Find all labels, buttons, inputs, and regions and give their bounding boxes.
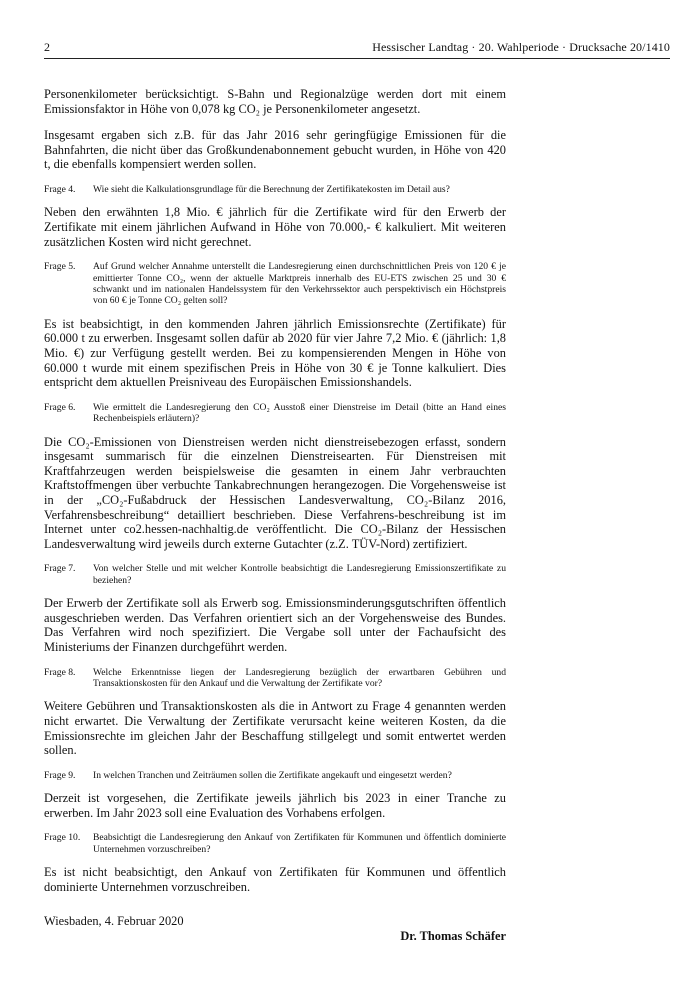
question-text: Beabsichtigt die Landesregierung den Ankauf von Zertifikaten für Kommunen und öffentlich dominierte Unternehmen vorzuschreiben?: [93, 832, 506, 855]
question-block: [44, 770, 506, 781]
page-header: [44, 40, 670, 59]
answer-paragraph: Insgesamt ergaben sich z.B. für das Jahr 2016 sehr geringfügige Emissionen für die Bahnfahrten, die nicht über das Großkundenabonnement gebucht wurden, in Höhe von 420 t, die ebenfalls kompensiert werden sollen.: [44, 128, 506, 172]
place-date: Wiesbaden, 4. Februar 2020: [44, 914, 184, 929]
question-label: Frage 4.: [44, 183, 76, 195]
question-block: [44, 184, 506, 195]
document-body: [44, 87, 506, 943]
header-meta: Hessischer Landtag · 20. Wahlperiode · Drucksache 20/1410: [372, 40, 670, 54]
question-label: Frage 7.: [44, 563, 76, 575]
question-text: Wie ermittelt die Landesregierung den CO₂ Ausstoß einer Dienstreise im Detail (bitte an Hand eines Rechenbeispiels erläutern)?: [93, 401, 506, 425]
answer-paragraph: Personenkilometer berücksichtigt. S-Bahn und Regionalzüge werden dort mit einem Emissionsfaktor in Höhe von 0,078 kg CO₂ je Personenkilometer angesetzt.: [44, 87, 506, 116]
question-label: Frage 8.: [44, 666, 76, 678]
question-text: Welche Erkenntnisse liegen der Landesregierung bezüglich der erwartbaren Gebühren und Transaktionskosten für den Ankauf und die Verwaltung der Zertifikate vor?: [93, 666, 506, 689]
document-page: [44, 40, 670, 943]
question-text: In welchen Tranchen und Zeiträumen sollen die Zertifikate angekauft und eingesetzt werden?: [93, 769, 452, 781]
question-block: [44, 563, 506, 586]
answer-paragraph: Weitere Gebühren und Transaktionskosten als die in Antwort zu Frage 4 genannten werden nicht erwartet. Die Verwaltung der Zertifikate verursacht keine weiteren Kosten, da die Emissionsrechte im gleichen Jahr der Beschaffung stillgelegt und somit entwertet werden sollen.: [44, 699, 506, 758]
question-label: Frage 9.: [44, 769, 76, 781]
signer-name: Dr. Thomas Schäfer: [400, 928, 506, 943]
question-text: Auf Grund welcher Annahme unterstellt die Landesregierung einen durchschnittlichen Preis von 120 € je emittierter Tonne CO₂, wenn der aktuelle Marktpreis innerhalb des EU-ETS zwischen 25 und 30 € schwankt und im nationalen Handelssystem für den Verkehrssektor auch perspektivisch ein Höchstpreis von 60 € je Tonne CO₂ gelten soll?: [93, 261, 506, 307]
answer-paragraph: Die CO₂-Emissionen von Dienstreisen werden nicht dienstreisebezogen erfasst, sondern insgesamt summarisch für die einzelnen Dienstreisearten. Für Dienstreisen mit Kraftfahrzeugen werden beispielsweise die gesamten in einem Jahr verbrauchten Kraftstoffmengen über verbuchte Tankabrechnungen herangezogen. Die Vorgehensweise ist in der „CO₂-Fußabdruck der Hessischen Landesverwaltung, CO₂-Bilanz 2016, Verfahrensbeschreibung“ detailliert beschrieben. Diese Verfahrens-beschreibung ist im Internet unter co2.hessen-nachhaltig.de veröffentlicht. Die CO₂-Bilanz der Hessischen Landesverwaltung wird jeweils durch externe Gutachter (z.Z. TÜV-Nord) zertifiziert.: [44, 434, 506, 551]
question-block: [44, 402, 506, 425]
answer-paragraph: Neben den erwähnten 1,8 Mio. € jährlich für die Zertifikate wird für den Erwerb der Zertifikate mit einem jährlichen Aufwand in Höhe von 70.000,- € kalkuliert. Mit weiteren zusätzlichen Kosten wird nicht gerechnet.: [44, 205, 506, 249]
question-label: Frage 5.: [44, 261, 76, 273]
answer-paragraph: Derzeit ist vorgesehen, die Zertifikate jeweils jährlich bis 2023 in einer Tranche zu erwerben. Im Jahr 2023 soll eine Evaluation des Vorhabens erfolgen.: [44, 791, 506, 820]
question-block: [44, 667, 506, 690]
question-block: [44, 832, 506, 855]
answer-paragraph: Der Erwerb der Zertifikate soll als Erwerb sog. Emissionsminderungsgutschriften öffentlich ausgeschrieben werden. Das Verfahren orientiert sich an der Vorgehensweise des Bundes. Das Verfahren wird noch spezifiziert. Die Vergabe soll unter der Fachaufsicht des Ministeriums der Finanzen durchgeführt werden.: [44, 596, 506, 654]
answer-paragraph: Es ist nicht beabsichtigt, den Ankauf von Zertifikaten für Kommunen und öffentlich dominierte Unternehmen vorzuschreiben.: [44, 865, 506, 894]
question-block: [44, 261, 506, 307]
signature-block: [44, 914, 506, 943]
question-label: Frage 6.: [44, 401, 76, 413]
question-label: Frage 10.: [44, 832, 81, 844]
question-text: Von welcher Stelle und mit welcher Kontrolle beabsichtigt die Landesregierung Emissionszertifikate zu beziehen?: [93, 563, 506, 586]
page-number: 2: [44, 40, 50, 54]
answer-paragraph: Es ist beabsichtigt, in den kommenden Jahren jährlich Emissionsrechte (Zertifikate) für 60.000 t zu erwerben. Insgesamt sollen dafür ab 2020 für vier Jahre 7,2 Mio. € (jährlich: 1,8 Mio. €) zur Verfügung gestellt werden. Bei zu kompensierenden Mengen in Höhe von 60.000 t wurde mit einem spezifischen Preis in Höhe von 30 € je Tonne kalkuliert. Dies entspricht dem aktuellen Preisniveau des Europäischen Emissionshandels.: [44, 316, 506, 390]
question-text: Wie sieht die Kalkulationsgrundlage für die Berechnung der Zertifikatekosten im Detail aus?: [93, 183, 450, 195]
